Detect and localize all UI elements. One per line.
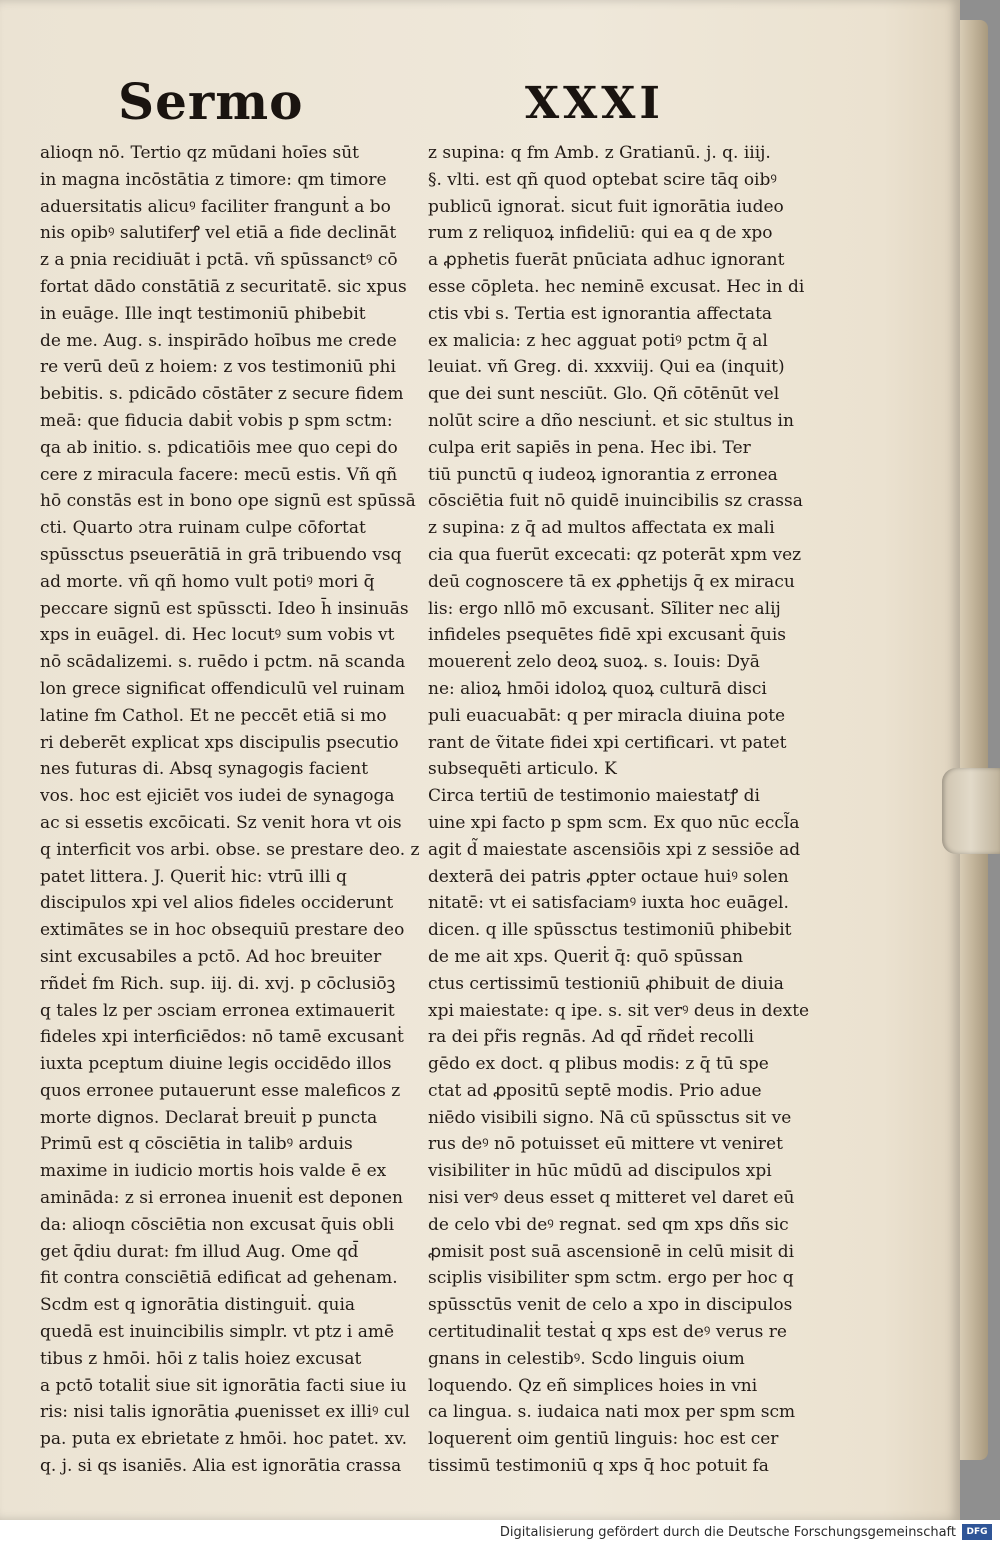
text-line: ctis vbi s. Tertia est ignorantia affectata xyxy=(428,303,773,324)
text-line: fortat dādo constātiā z securitatē. sic xpus xyxy=(40,276,407,297)
text-line: ex malicia: z hec agguat potiꝰ pctm q̄ al xyxy=(428,330,768,351)
running-head: Sermo xyxy=(118,72,304,131)
text-line: leuiat. vñ Greg. di. xxxviij. Qui ea (inquit) xyxy=(428,357,785,378)
text-line: maxime in iudicio mortis hois valde ē ex xyxy=(40,1161,387,1182)
text-line: cti. Quarto ɔtra ruinam culpe cōfortat xyxy=(40,518,366,539)
text-line: in magna incōstātia z timore: qm timore xyxy=(40,169,387,190)
text-line: nes futuras di. Absq synagogis facient xyxy=(40,759,369,780)
text-line: nō scādalizemi. s. ruēdo i pctm. nā scanda xyxy=(40,652,406,673)
text-line: spūssctus pseuerātiā in grā tribuendo vsq xyxy=(40,544,402,565)
text-line: nitatē: vt ei satisfaciamꝰ iuxta hoc euāgel. xyxy=(428,893,789,914)
text-line: cia qua fuerūt excecati: qz poterāt xpm vez xyxy=(428,544,802,565)
text-line: de celo vbi deꝰ regnat. sed qm xps dñs sic xyxy=(428,1214,789,1235)
text-line: in euāge. Ille inqt testimoniū phibebit xyxy=(40,303,366,324)
text-line: que dei sunt nesciūt. Glo. Qñ cōtēnūt vel xyxy=(428,384,780,405)
text-line: quedā est inuincibilis simplr. vt ptz i amē xyxy=(40,1322,395,1343)
text-line: q interficit vos arbi. obse. se prestare deo. z xyxy=(40,839,420,860)
text-line: ctat ad ꝓpositū septē modis. Prio adue xyxy=(428,1080,762,1101)
text-line: discipulos xpi vel alios fideles occiderunt xyxy=(40,893,394,914)
text-line: q tales lz per ɔsciam erronea extimauerit xyxy=(40,1000,395,1021)
text-line: alioqn nō. Tertio qz mūdani hoīes sūt xyxy=(40,143,360,163)
digitization-footer xyxy=(0,1520,1000,1546)
text-line: nolūt scire a dño nesciunṫ. et sic stultus in xyxy=(428,410,794,431)
text-line: deū cognoscere tā ex ꝓphetijs q̄ ex miracu xyxy=(428,571,795,592)
text-line: Primū est q cōsciētia in talibꝰ arduis xyxy=(40,1134,353,1155)
text-line: qa ab initio. s. pdicatiōis mee quo cepi do xyxy=(40,437,398,458)
text-line: dicen. q ille spūssctus testimoniū phibebit xyxy=(428,920,792,941)
text-line: peccare signū est spūsscti. Ideo h̄ insinuās xyxy=(40,598,409,619)
text-line: a pctō totaliṫ siue sit ignorātia facti siue iu xyxy=(40,1375,407,1396)
text-line: ca lingua. s. iudaica nati mox per spm scm xyxy=(428,1402,796,1423)
text-line: ad morte. vñ qñ homo vult potiꝰ mori q̄ xyxy=(40,571,375,592)
footer-credit: Digitalisierung gefördert durch die Deutsche Forschungsgemeinschaft xyxy=(499,1525,956,1540)
text-line: ne: alioꝝ hmōi idoloꝝ quoꝝ culturā disci xyxy=(428,678,767,699)
text-line: agit d̃ maiestate ascensiōis xpi z sessiōe ad xyxy=(428,839,801,860)
text-line: nis opibꝰ salutiferꝭ vel etiā a fide declināt xyxy=(40,223,397,244)
text-line: z supina: z q̄ ad multos affectata ex mali xyxy=(428,518,775,539)
text-line: extimātes se in hoc obsequiū prestare deo xyxy=(40,920,405,941)
text-line: morte dignos. Declaraṫ breuiṫ p puncta xyxy=(40,1107,378,1128)
text-line: dexterā dei patris ꝓpter octaue huiꝰ solen xyxy=(428,866,789,887)
text-line: infideles psequētes fidē xpi excusanṫ q̄uis xyxy=(428,625,787,646)
text-line: bebitis. s. pdicādo cōstāter z secure fidem xyxy=(40,384,404,405)
text-line: ris: nisi talis ignorātia ꝓuenisset ex illiꝰ cul xyxy=(40,1402,410,1423)
text-line: ra dei pr̃is regnās. Ad qd̄ rñdeṫ recolli xyxy=(428,1027,754,1048)
text-line: rñdeṫ fm Rich. sup. iij. di. xvj. p cōclusiōꝫ xyxy=(40,973,396,994)
text-line: cere z miracula facere: mecū estis. Vñ qñ xyxy=(40,464,398,485)
text-line: loquendo. Qz eñ simplices hoies in vni xyxy=(428,1375,758,1396)
text-line: uine xpi facto p spm scm. Ex quo nūc eccl̃a xyxy=(428,812,800,833)
text-line: tiū punctū q iudeoꝝ ignorantia z erronea xyxy=(428,464,778,485)
text-line: a ꝓphetis fuerāt pnūciata adhuc ignorant xyxy=(428,250,785,271)
text-line: de me. Aug. s. inspirādo hoībus me crede xyxy=(40,330,397,351)
text-line: ꝓmisit post suā ascensionē in celū misit di xyxy=(428,1241,795,1262)
text-line: Scdm est q ignorātia distinguiṫ. quia xyxy=(40,1295,356,1316)
text-line: patet littera. J. Queriṫ hic: vtrū illi q xyxy=(40,866,347,887)
text-line: ri deberēt explicat xps discipulis psecutio xyxy=(40,732,399,753)
text-line: rum z reliquoꝝ infideliū: qui ea q de xpo xyxy=(428,223,773,244)
text-line: nisi verꝰ deus esset q mitteret vel daret eū xyxy=(428,1188,795,1209)
text-line: sint excusabiles a pctō. Ad hoc breuiter xyxy=(40,946,382,967)
text-line: xpi maiestate: q ipe. s. sit verꝰ deus in dexte xyxy=(428,1000,810,1021)
text-line: publicū ignoraṫ. sicut fuit ignorātia iudeo xyxy=(428,196,784,217)
text-line: meā: que fiducia dabiṫ vobis p spm sctm: xyxy=(40,410,393,431)
folio-number: XXXI xyxy=(525,78,664,129)
page-edge xyxy=(960,20,988,1460)
text-line: z supina: q fm Amb. z Gratianū. j. q. iiij. xyxy=(428,143,771,163)
text-line: re verū deū z hoiem: z vos testimoniū phi xyxy=(40,357,396,378)
text-line: vos. hoc est ejiciēt vos iudei de synagoga xyxy=(40,786,395,807)
left-text-column xyxy=(40,140,420,1480)
right-text-column xyxy=(428,140,824,1480)
text-line: da: alioqn cōsciētia non excusat q̄uis obli xyxy=(40,1214,395,1235)
text-line: esse cōpleta. hec neminē excusat. Hec in di xyxy=(428,276,805,297)
text-line: sciplis visibiliter spm sctm. ergo per hoc q xyxy=(428,1268,794,1289)
text-line: de me ait xps. Queriṫ q̄: quō spūssan xyxy=(428,946,744,967)
text-line: subsequēti articulo. K xyxy=(428,759,617,780)
text-line: rant de ṽitate fidei xpi certificari. vt patet xyxy=(428,732,787,753)
text-line: fit contra consciētiā edificat ad gehenam. xyxy=(40,1268,398,1289)
text-line: culpa erit sapiēs in pena. Hec ibi. Ter xyxy=(428,437,751,458)
book-clasp xyxy=(942,768,1000,854)
text-line: z a pnia recidiuāt i pctā. vñ spūssanctꝰ cō xyxy=(40,250,398,271)
dfg-logo-icon: DFG xyxy=(962,1524,992,1540)
text-line: get q̄diu durat: fm illud Aug. Ome qd̄ xyxy=(40,1241,359,1262)
text-line: visibiliter in hūc mūdū ad discipulos xpi xyxy=(428,1161,772,1182)
text-line: tibus z hmōi. hōi z talis hoiez excusat xyxy=(40,1348,362,1369)
text-line: fideles xpi interficiēdos: nō tamē excusanṫ xyxy=(40,1027,404,1048)
text-line: gnans in celestibꝰ. Scdo linguis oium xyxy=(428,1348,745,1369)
text-line: gēdo ex doct. q plibus modis: z q̄ tū spe xyxy=(428,1054,769,1075)
text-line: puli euacuabāt: q per miracla diuina pote xyxy=(428,705,786,726)
text-line: rus deꝰ nō potuisset eū mittere vt veniret xyxy=(428,1134,783,1155)
text-line: hō constās est in bono ope signū est spūssā xyxy=(40,491,416,512)
text-line: niēdo visibili signo. Nā cū spūssctus sit ve xyxy=(428,1107,792,1128)
text-line: ac si essetis excōicati. Sz venit hora vt ois xyxy=(40,812,402,833)
text-line: lon grece significat offendiculū vel ruinam xyxy=(40,678,405,699)
text-line: mouerenṫ zelo deoꝝ suoꝝ. s. Iouis: Dyā xyxy=(428,652,760,673)
text-line: quos erronee putauerunt esse maleficos z xyxy=(40,1080,401,1101)
text-line: Circa tertiū de testimonio maiestatꝭ di xyxy=(428,786,760,807)
text-line: spūssctūs venit de celo a xpo in discipulos xyxy=(428,1295,793,1316)
text-line: certitudinaliṫ testaṫ q xps est deꝰ verus re xyxy=(428,1322,787,1343)
text-line: xps in euāgel. di. Hec locutꝰ sum vobis vt xyxy=(40,625,395,646)
text-line: lis: ergo nllō mō excusanṫ. Sĩliter nec alij xyxy=(428,598,781,619)
text-line: pa. puta ex ebrietate z hmōi. hoc patet. xv. xyxy=(40,1429,408,1450)
text-line: q. j. si qs isaniēs. Alia est ignorātia crassa xyxy=(40,1456,402,1477)
text-line: latine fm Cathol. Et ne peccēt etiā si mo xyxy=(40,705,387,726)
text-line: tissimū testimoniū q xps q̄ hoc potuit fa xyxy=(428,1456,769,1477)
text-line: loquerenṫ oim gentiū linguis: hoc est cer xyxy=(428,1429,779,1450)
text-line: cōsciētia fuit nō quidē inuincibilis sz crassa xyxy=(428,491,803,512)
text-line: amināda: z si erronea inueniṫ est deponen xyxy=(40,1188,404,1209)
text-line: aduersitatis alicuꝰ faciliter frangunṫ a bo xyxy=(40,196,391,217)
text-line: iuxta pceptum diuine legis occidēdo illos xyxy=(40,1054,392,1075)
text-line: §. vlti. est qñ quod optebat scire tāq oibꝰ xyxy=(428,169,777,190)
text-line: ctus certissimū testioniū ꝓhibuit de diuia xyxy=(428,973,784,994)
